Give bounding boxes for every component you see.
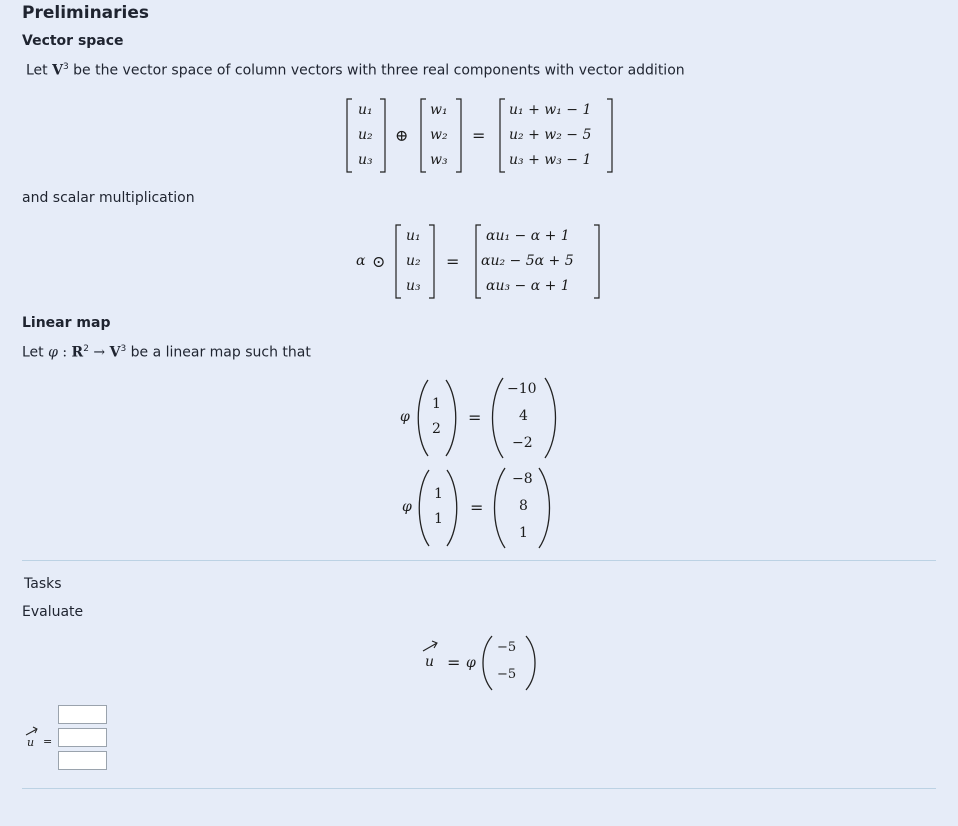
add-result-2: u₂ + w₂ − 5 [509, 127, 592, 143]
answer-input-1[interactable] [58, 705, 107, 724]
answer-input-3[interactable] [58, 751, 107, 770]
bottom-divider [22, 788, 936, 789]
task-equals: = [447, 653, 461, 672]
lm-arrow: → [93, 344, 106, 361]
eq1-out-1: −10 [507, 381, 537, 397]
lm-codomain-exp: 3 [120, 344, 127, 354]
scalar-u1: u₁ [406, 228, 421, 244]
task-phi: φ [466, 655, 476, 671]
vector-space-heading: Vector space [22, 33, 124, 49]
eq2-phi: φ [402, 499, 412, 515]
lm-colon: : [62, 344, 68, 361]
eq1-out-2: 4 [519, 408, 528, 424]
space-exp: 3 [62, 62, 69, 72]
add-result-1: u₁ + w₁ − 1 [509, 102, 592, 118]
section-divider [22, 560, 936, 561]
task-in-1: −5 [497, 640, 517, 655]
add-equals: = [472, 126, 486, 145]
oplus-symbol: ⊕ [395, 126, 409, 145]
scalar-result-2: αu₂ − 5α + 5 [481, 253, 574, 269]
lm-domain-exp: 2 [83, 344, 89, 354]
scalar-u3: u₃ [406, 278, 421, 294]
add-w1: w₁ [430, 102, 448, 118]
lm-domain: R [71, 344, 84, 361]
lm-suffix: be a linear map such that [130, 344, 311, 361]
eq1-phi: φ [400, 409, 410, 425]
eq1-equals: = [468, 408, 482, 427]
eq2-equals: = [470, 498, 484, 517]
add-u1: u₁ [358, 102, 373, 118]
scalar-intro: and scalar multiplication [22, 190, 195, 206]
page-title: Preliminaries [22, 3, 150, 23]
vector-space-intro [26, 62, 685, 79]
scalar-equals: = [446, 252, 460, 271]
add-u3: u₃ [358, 152, 373, 168]
linear-map-intro [22, 344, 311, 361]
lm-let: Let [22, 344, 44, 361]
eq2-in-1: 1 [434, 486, 443, 502]
add-u2: u₂ [358, 127, 373, 143]
task-in-2: −5 [497, 667, 517, 682]
tasks-instruction: Evaluate [22, 604, 84, 620]
intro-let: Let [26, 62, 48, 79]
scalar-alpha: α [356, 253, 366, 269]
intro-suffix: be the vector space of column vectors with three real components with vector addition [73, 62, 685, 79]
answer-equals: = [43, 735, 53, 748]
scalar-u2: u₂ [406, 253, 421, 269]
eq2-out-2: 8 [519, 498, 528, 514]
odot-symbol: ⊙ [372, 252, 386, 271]
add-w2: w₂ [430, 127, 448, 143]
lm-phi: φ [48, 344, 58, 361]
scalar-result-1: αu₁ − α + 1 [486, 228, 570, 244]
answer-input-2[interactable] [58, 728, 107, 747]
scalar-result-3: αu₃ − α + 1 [486, 278, 570, 294]
task-u-symbol: u [425, 654, 435, 670]
eq1-in-1: 1 [432, 396, 441, 412]
add-w3: w₃ [430, 152, 448, 168]
linear-map-heading: Linear map [22, 315, 111, 331]
answer-u-label: u [27, 736, 35, 749]
space-symbol: V [52, 62, 63, 79]
eq2-out-3: 1 [519, 525, 528, 541]
answer-vec-arrow-icon [0, 0, 1, 1]
lm-codomain: V [109, 344, 121, 361]
eq1-out-3: −2 [512, 435, 533, 451]
tasks-heading: Tasks [24, 576, 62, 592]
add-result-3: u₃ + w₃ − 1 [509, 152, 592, 168]
eq2-out-1: −8 [512, 471, 533, 487]
eq2-in-2: 1 [434, 511, 443, 527]
eq1-in-2: 2 [432, 421, 441, 437]
